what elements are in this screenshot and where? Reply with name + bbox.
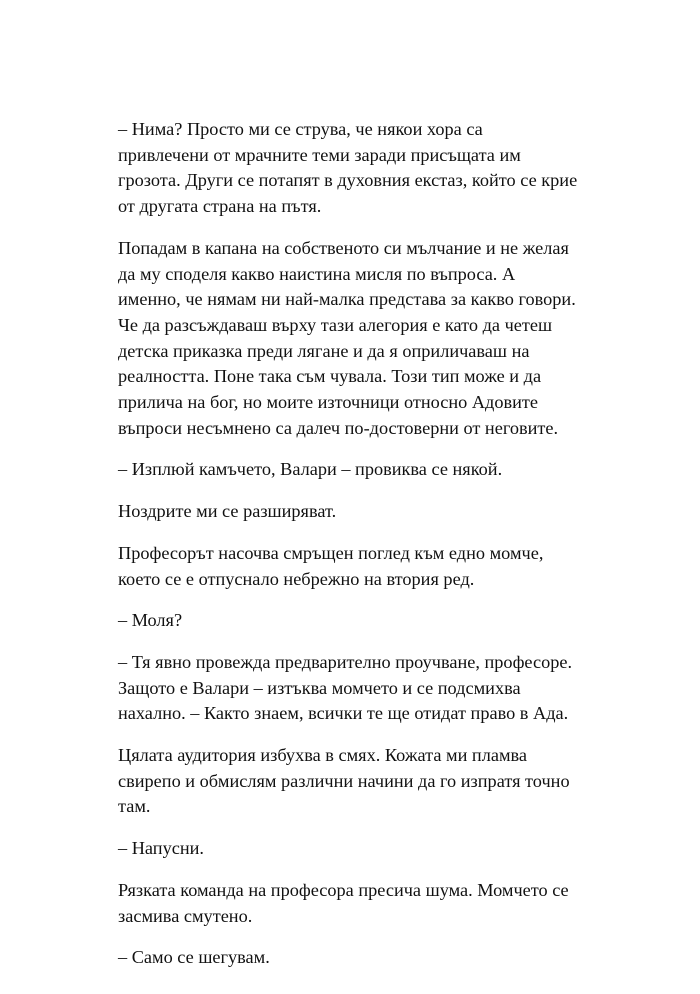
text-line: да му споделя какво наистина мисля по въпроса. А <box>118 263 516 284</box>
text-line: – Моля? <box>118 610 183 631</box>
text-line: – Само се шегувам. <box>118 947 270 968</box>
text-line: Цялата аудитория избухва в смях. Кожата ми пламва <box>118 745 528 766</box>
text-line: прилича на бог, но моите източници относно Адовите <box>118 392 538 413</box>
paragraph <box>118 499 618 525</box>
text-line: именно, че нямам ни най-малка представа за какво говори. <box>118 289 576 310</box>
paragraph <box>118 743 618 820</box>
text-line: Че да разсъждаваш върху тази алегория е като да четеш <box>118 314 553 335</box>
paragraph <box>118 236 618 442</box>
text-line: – Нима? Просто ми се струва, че някои хора са <box>118 119 483 139</box>
paragraph <box>118 945 618 971</box>
text-line: Рязката команда на професора пресича шума. Момчето се <box>118 879 569 900</box>
text-line: Ноздрите ми се разширяват. <box>118 501 337 522</box>
text-line: Попадам в капана на собственото си мълчание и не желая <box>118 237 569 258</box>
text-line: Професорът насочва смръщен поглед към едно момче, <box>118 542 544 563</box>
text-line: грозота. Други се потапят в духовния екстаз, който се крие <box>118 170 578 191</box>
paragraph <box>118 836 618 862</box>
paragraph <box>118 541 618 592</box>
text-line: – Тя явно провежда предварително проучване, професоре. <box>118 651 573 672</box>
text-line: засмива смутено. <box>118 905 253 926</box>
text-line: въпроси несъмнено са далеч по-достоверни от неговите. <box>118 417 559 438</box>
paragraph <box>118 608 618 634</box>
text-line: от другата страна на пътя. <box>118 196 322 217</box>
paragraph <box>118 457 618 483</box>
paragraph <box>118 878 618 929</box>
paragraph <box>118 650 618 727</box>
text-line: свирепо и обмислям различни начини да го изпратя точно <box>118 770 570 791</box>
text-line: което се е отпуснало небрежно на втория ред. <box>118 568 475 589</box>
text-line: – Напусни. <box>118 838 204 859</box>
text-line: там. <box>118 796 151 817</box>
paragraph <box>118 117 618 220</box>
text-line: детска приказка преди лягане и да я оприличаваш на <box>118 340 530 361</box>
text-body <box>118 117 618 987</box>
text-line: – Изплюй камъчето, Валари – провиква се някой. <box>118 459 503 480</box>
text-line: реалността. Поне така съм чувала. Този тип може и да <box>118 366 542 387</box>
text-line: Защото е Валари – изтъква момчето и се подсмихва <box>118 677 521 698</box>
text-line: привлечени от мрачните теми заради присъщата им <box>118 144 521 165</box>
text-line: нахално. – Както знаем, всички те ще отидат право в Ада. <box>118 703 569 724</box>
